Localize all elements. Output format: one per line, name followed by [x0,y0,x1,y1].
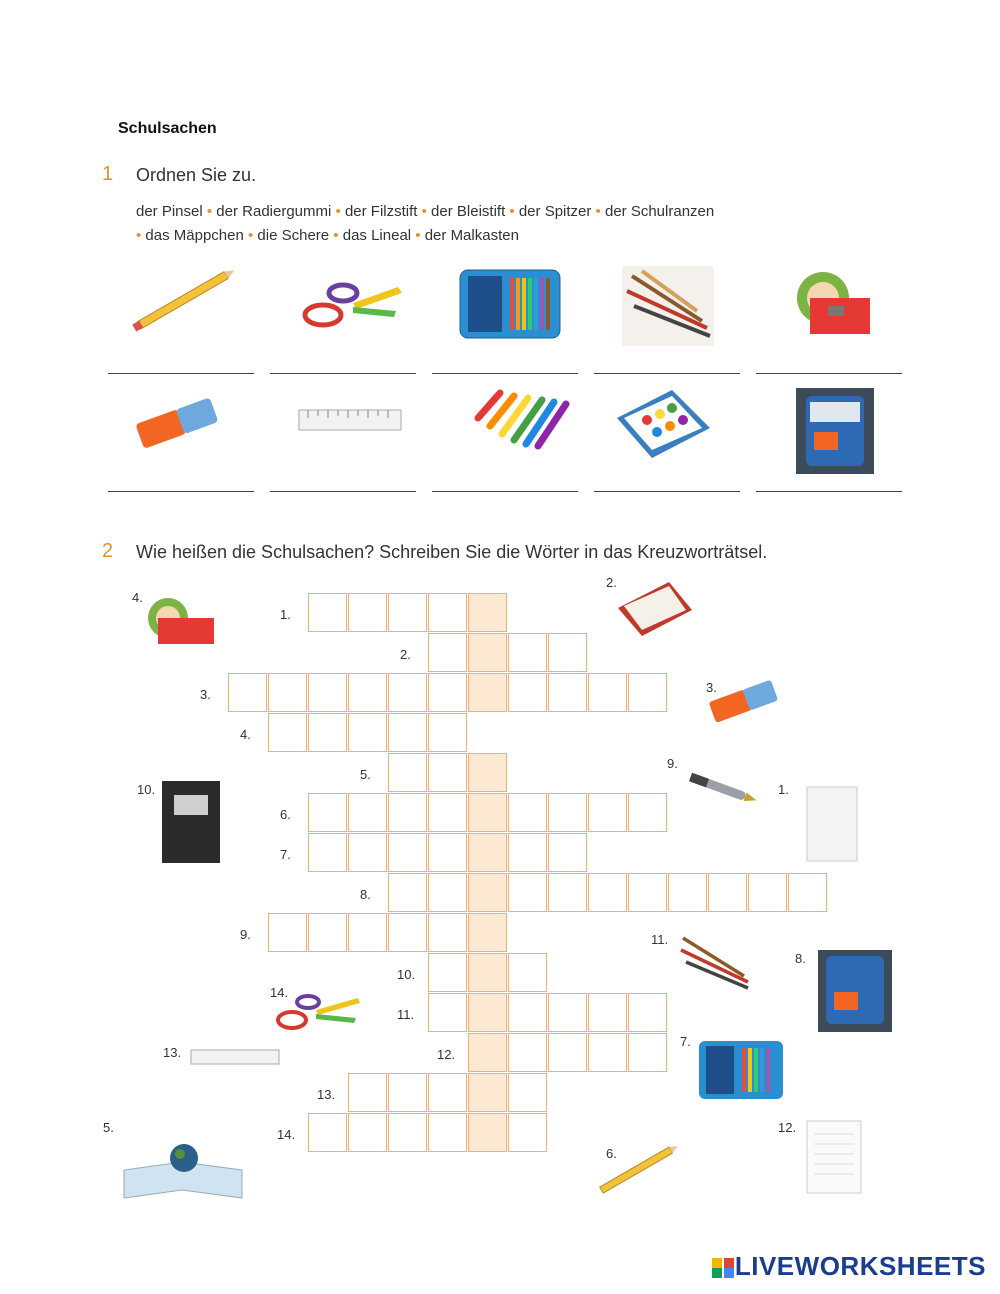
picture-label-8: 8. [795,951,806,966]
word-bank-line-2 [136,224,836,248]
crossword-cell-row-13[interactable] [468,1073,507,1112]
word-bank-item: das Mäppchen [145,227,244,244]
word-bank-item: der Malkasten [424,227,519,244]
clue-label-5: 5. [360,767,371,782]
word-bank-item: das Lineal [342,227,412,244]
crossword-cell-row-4[interactable] [388,713,427,752]
picture-label-5: 5. [103,1120,114,1135]
crossword-cell-row-13[interactable] [428,1073,467,1112]
crossword-cell-row-11[interactable] [588,993,627,1032]
crossword-cell-row-14[interactable] [388,1113,427,1152]
brushes-image [622,266,714,346]
ruler-image [298,408,403,432]
picture-label-10: 10. [137,782,156,797]
clue-label-4: 4. [240,727,251,742]
crossword-cell-row-12[interactable] [628,1033,667,1072]
word-bank-line-1 [136,200,836,224]
clue-label-7: 7. [280,847,291,862]
crossword-cell-row-1[interactable] [308,593,347,632]
picture-label-2: 2. [606,575,617,590]
picture-label-12: 12. [778,1120,797,1135]
picture-label-4: 4. [132,590,143,605]
crossword-cell-row-8[interactable] [468,873,507,912]
word-separator: • [329,227,343,244]
crossword-cell-row-8[interactable] [788,873,827,912]
clue-label-2: 2. [400,647,411,662]
crossword-cell-row-9[interactable] [308,913,347,952]
answer-line-2[interactable] [270,373,416,374]
crossword-cell-row-6[interactable] [308,793,347,832]
crossword-cell-row-8[interactable] [748,873,787,912]
picture-label-11: 11. [651,932,669,947]
crossword-cell-row-12[interactable] [508,1033,547,1072]
crossword-cell-row-6[interactable] [588,793,627,832]
schoolbag-image-small [818,950,892,1032]
atlas-image [122,1140,244,1200]
notebook-image [162,781,220,863]
clue-label-6: 6. [280,807,291,822]
crossword-cell-row-6[interactable] [428,793,467,832]
picture-label-3: 3. [706,680,717,695]
scissors-image [298,275,408,335]
crossword-cell-row-10[interactable] [468,953,507,992]
answer-line-5[interactable] [756,373,902,374]
picture-label-1: 1. [778,782,789,797]
answer-line-8[interactable] [432,491,578,492]
crossword-cell-row-3[interactable] [308,673,347,712]
felt-pens-image [470,388,570,450]
crossword-cell-row-10[interactable] [428,953,467,992]
page-title: Schulsachen [118,120,217,137]
crossword-cell-row-7[interactable] [348,833,387,872]
clue-label-14: 14. [277,1127,296,1142]
crossword-cell-row-3[interactable] [228,673,267,712]
brushes-image-small [678,930,750,992]
crossword-cell-row-8[interactable] [388,873,427,912]
logo-text: LIVEWORKSHEETS [734,1251,986,1281]
liveworksheets-logo [711,1251,986,1282]
crossword-cell-row-14[interactable] [508,1113,547,1152]
crossword-cell-row-3[interactable] [588,673,627,712]
crossword-cell-row-14[interactable] [468,1113,507,1152]
word-separator: • [417,203,432,220]
answer-line-4[interactable] [594,373,740,374]
ruler-image-small [190,1048,280,1066]
crossword-cell-row-1[interactable] [388,593,427,632]
crossword-cell-row-8[interactable] [588,873,627,912]
picture-label-6: 6. [606,1146,617,1161]
crossword-cell-row-3[interactable] [508,673,547,712]
crossword-cell-row-7[interactable] [548,833,587,872]
word-bank-item: der Radiergummi [216,203,332,220]
word-separator: • [411,227,425,244]
crossword-cell-row-6[interactable] [508,793,547,832]
crossword-cell-row-9[interactable] [468,913,507,952]
crossword-cell-row-4[interactable] [348,713,387,752]
crossword-cell-row-4[interactable] [268,713,307,752]
sharpener-image-small [138,596,218,646]
clue-label-10: 10. [397,967,416,982]
word-bank-item: die Schere [257,227,330,244]
crossword-cell-row-2[interactable] [548,633,587,672]
picture-label-7: 7. [680,1034,691,1049]
word-bank-item: der Pinsel [136,203,203,220]
crossword-cell-row-9[interactable] [388,913,427,952]
crossword-cell-row-8[interactable] [508,873,547,912]
crossword-cell-row-13[interactable] [388,1073,427,1112]
picture-label-14: 14. [270,985,289,1000]
answer-line-7[interactable] [270,491,416,492]
eraser-image [135,390,220,455]
crossword-cell-row-14[interactable] [428,1113,467,1152]
crossword-cell-row-9[interactable] [348,913,387,952]
clue-label-3: 3. [200,687,211,702]
crossword-cell-row-7[interactable] [428,833,467,872]
crossword-cell-row-5[interactable] [388,753,427,792]
crossword-cell-row-11[interactable] [508,993,547,1032]
clue-label-1: 1. [280,607,291,622]
crossword-cell-row-3[interactable] [348,673,387,712]
crossword-cell-row-3[interactable] [628,673,667,712]
crossword-cell-row-6[interactable] [348,793,387,832]
crossword-cell-row-8[interactable] [548,873,587,912]
crossword-cell-row-6[interactable] [548,793,587,832]
crossword-cell-row-8[interactable] [668,873,707,912]
crossword-cell-row-11[interactable] [468,993,507,1032]
answer-line-6[interactable] [108,491,254,492]
word-bank-item: der Schulranzen [604,203,715,220]
crossword-cell-row-2[interactable] [468,633,507,672]
book-image [614,578,696,640]
crossword-cell-row-2[interactable] [428,633,467,672]
crossword-cell-row-1[interactable] [428,593,467,632]
clue-label-12: 12. [437,1047,456,1062]
crossword-cell-row-7[interactable] [508,833,547,872]
notepad-image [806,786,858,862]
crossword-cell-row-3[interactable] [468,673,507,712]
crossword-cell-row-7[interactable] [388,833,427,872]
crossword-cell-row-1[interactable] [468,593,507,632]
paintbox-image [612,388,712,460]
crossword-cell-row-6[interactable] [468,793,507,832]
picture-label-13: 13. [163,1045,182,1060]
word-bank-item: der Bleistift [431,203,506,220]
crossword-cell-row-3[interactable] [268,673,307,712]
task1-instruction: Ordnen Sie zu. [136,165,257,185]
word-bank-item: der Spitzer [518,203,592,220]
crossword-cell-row-10[interactable] [508,953,547,992]
crossword-cell-row-1[interactable] [348,593,387,632]
picture-label-9: 9. [667,756,678,771]
schoolbag-image [796,388,874,474]
clue-label-8: 8. [360,887,371,902]
crossword-cell-row-13[interactable] [348,1073,387,1112]
crossword-cell-row-4[interactable] [428,713,467,752]
crossword-cell-row-8[interactable] [628,873,667,912]
task2-instruction: Wie heißen die Schulsachen? Schreiben Sie die Wörter in das Kreuzworträtsel. [136,542,768,562]
word-separator: • [331,203,345,220]
crossword-cell-row-13[interactable] [508,1073,547,1112]
crossword-cell-row-11[interactable] [628,993,667,1032]
crossword-cell-row-3[interactable] [388,673,427,712]
pencil-image-small [590,1140,688,1198]
crossword-cell-row-6[interactable] [388,793,427,832]
fountain-pen-image [682,766,762,814]
crossword-cell-row-9[interactable] [428,913,467,952]
crossword-cell-row-7[interactable] [308,833,347,872]
crossword-cell-row-8[interactable] [708,873,747,912]
crossword-cell-row-3[interactable] [428,673,467,712]
crossword-cell-row-7[interactable] [468,833,507,872]
pencil-case-image [458,268,563,340]
word-separator: • [202,203,217,220]
crossword-cell-row-12[interactable] [588,1033,627,1072]
scissors-image-small [274,990,362,1032]
crossword-cell-row-5[interactable] [468,753,507,792]
clue-label-13: 13. [317,1087,336,1102]
crossword-cell-row-14[interactable] [348,1113,387,1152]
crossword-cell-row-2[interactable] [508,633,547,672]
word-separator: • [591,203,605,220]
answer-line-9[interactable] [594,491,740,492]
answer-line-10[interactable] [756,491,902,492]
word-bank-item: der Filzstift [344,203,418,220]
crossword-cell-row-9[interactable] [268,913,307,952]
clue-label-9: 9. [240,927,251,942]
crossword-cell-row-11[interactable] [428,993,467,1032]
clue-label-11: 11. [397,1007,415,1022]
pencil-image [125,265,245,335]
task2-number: 2 [102,540,114,562]
eraser-image-small [708,674,780,726]
sharpener-image [788,268,878,338]
crossword-cell-row-5[interactable] [428,753,467,792]
paper-sheet-image [806,1120,862,1194]
pencil-case-image-small [698,1040,784,1100]
crossword-cell-row-14[interactable] [308,1113,347,1152]
crossword-cell-row-12[interactable] [548,1033,587,1072]
crossword-cell-row-6[interactable] [628,793,667,832]
crossword-cell-row-4[interactable] [308,713,347,752]
word-separator: • [505,203,519,220]
word-separator: • [243,227,258,244]
crossword-cell-row-8[interactable] [428,873,467,912]
crossword-cell-row-3[interactable] [548,673,587,712]
crossword-cell-row-12[interactable] [468,1033,507,1072]
task1-number: 1 [102,163,114,185]
answer-line-3[interactable] [432,373,578,374]
answer-line-1[interactable] [108,373,254,374]
crossword-cell-row-11[interactable] [548,993,587,1032]
word-separator: • [136,227,146,244]
